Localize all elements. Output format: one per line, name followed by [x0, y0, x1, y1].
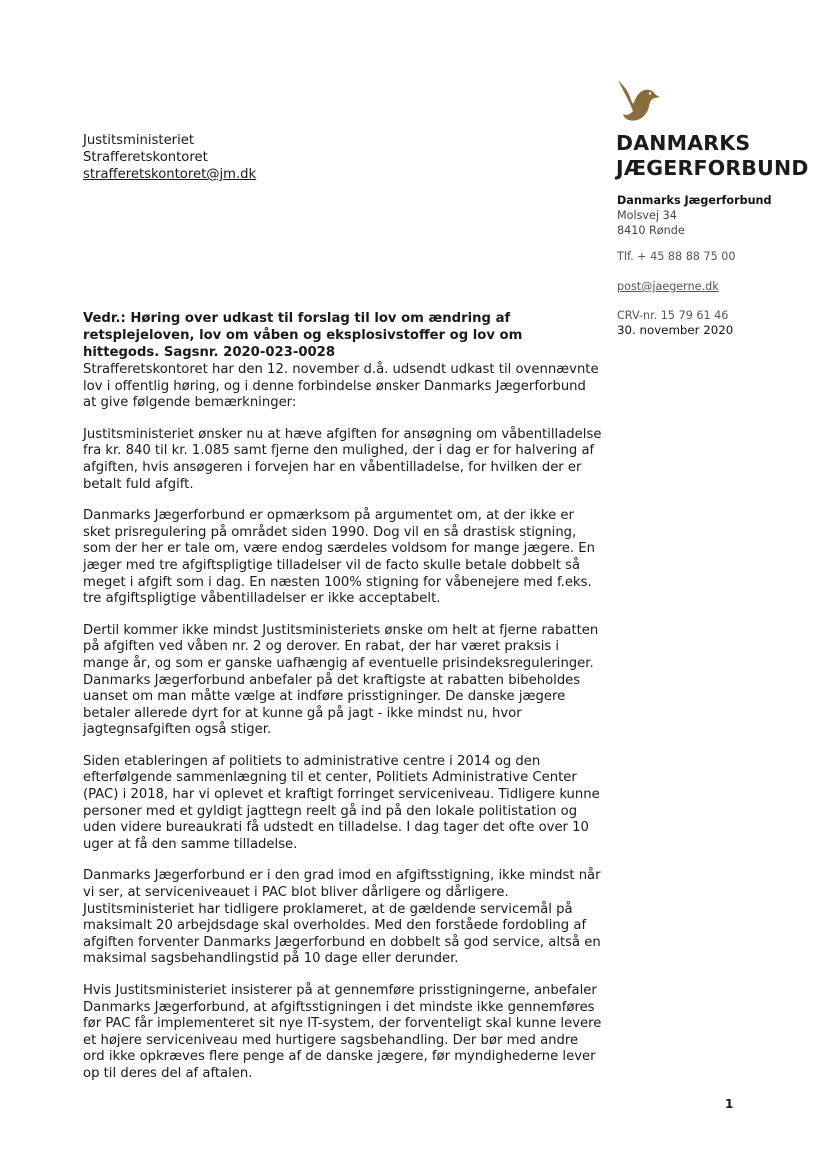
paragraph: Danmarks Jægerforbund er opmærksom på argumentet om, at der ikke er sket prisregulering på området siden 1990. Dog vil en så drastisk stigning, som der her er tale om, være endog særdeles voldsom for mange jægere. En jæger med tre afgiftspligtige tilladelser vil de facto skulle betale dobbelt så meget i afgift som i dag. En næsten 100% stigning for våbenejere med f.eks. tre afgiftspligtige våbentilladelser er ikke acceptabelt. [83, 508, 595, 607]
duck-icon [614, 78, 660, 128]
recipient-block [83, 132, 256, 183]
logo-line-1: DANMARKS [616, 131, 751, 155]
paragraph: Danmarks Jægerforbund er i den grad imod en afgiftsstigning, ikke mindst når vi ser, at serviceniveauet i PAC blot bliver dårligere og dårligere. Justitsministeriet har tidligere proklameret, at de gældende servicemål på maksimalt 20 arbejdsdage skal overholdes. Med den forståede fordobling af afgiften forventer Danmarks Jægerforbund en dobbelt så god service, altså en maksimal sagsbehandlingstid på 10 dage eller derunder. [83, 868, 601, 967]
paragraph: Hvis Justitsministeriet insisterer på at gennemføre prisstigningerne, anbefaler Danmarks Jægerforbund, at afgiftsstigningen i det mindste ikke gennemføres før PAC får implementeret sit nye IT-system, der forventeligt skal kunne levere et højere serviceniveau med hurtigere sagsbehandling. Der bør med andre ord ikke opkræves flere penge af de danske jægere, før myndighederne lever op til deres del af aftalen. [83, 983, 602, 1081]
letter-body [83, 362, 603, 1098]
page-number: 1 [725, 1097, 734, 1111]
sender-phone: Tlf. + 45 88 88 75 00 [617, 250, 736, 263]
sender-block [617, 193, 772, 338]
paragraph: Strafferetskontoret har den 12. november d.å. udsendt udkast til ovennævnte lov i offentlig høring, og i denne forbindelse ønsker Danmarks Jægerforbund at give følgende bemærkninger: [83, 362, 599, 411]
recipient-office: Strafferetskontoret [83, 150, 208, 165]
logo-line-2: JÆGERFORBUND [616, 156, 809, 180]
sender-org: Danmarks Jægerforbund [617, 194, 772, 207]
sender-email-link[interactable]: post@jaegerne.dk [617, 280, 719, 293]
paragraph: Siden etableringen af politiets to administrative centre i 2014 og den efterfølgende sammenlægning til et center, Politiets Administrative Center (PAC) i 2018, har vi oplevet et kraftigt forringet serviceniveau. Tidligere kunne personer med et gyldigt jagttegn reelt gå ind på den lokale politistation og uden videre bureaukrati få udstedt en tilladelse. I dag tager det ofte over 10 uger at få den samme tilladelse. [83, 753, 600, 852]
sender-city: 8410 Rønde [617, 224, 685, 237]
subject-line: Vedr.: Høring over udkast til forslag til lov om ændring af retsplejeloven, lov om våben og eksplosivstoffer og lov om hittegods. Sagsnr. 2020-023-0028 [83, 311, 523, 360]
paragraph: Dertil kommer ikke mindst Justitsministeriets ønske om helt at fjerne rabatten på afgiften ved våben nr. 2 og derover. En rabat, der har været praksis i mange år, og som er ganske uafhængig af eventuelle prisindeksreguleringer. Danmarks Jægerforbund anbefaler på det kraftigste at rabatten bibeholdes uanset om man måtte vælge at indføre prisstigninger. De danske jægere betaler allerede dyrt for at kunne gå på jagt - ikke mindst nu, hvor jagtegnsafgiften også stiger. [83, 622, 599, 738]
recipient-name: Justitsministeriet [83, 133, 195, 148]
letter-date: 30. november 2020 [617, 323, 734, 337]
sender-street: Molsvej 34 [617, 209, 677, 222]
sender-crv: CRV-nr. 15 79 61 46 [617, 309, 729, 322]
logo-wordmark [616, 131, 809, 181]
paragraph: Justitsministeriet ønsker nu at hæve afgiften for ansøgning om våbentilladelse fra kr. 840 til kr. 1.085 samt fjerne den mulighed, der i dag er for halvering af afgiften, hvis ansøgeren i forvejen har en våbentilladelse, for hvilken der er betalt fuld afgift. [83, 426, 602, 492]
recipient-email-link[interactable]: strafferetskontoret@jm.dk [83, 167, 257, 182]
